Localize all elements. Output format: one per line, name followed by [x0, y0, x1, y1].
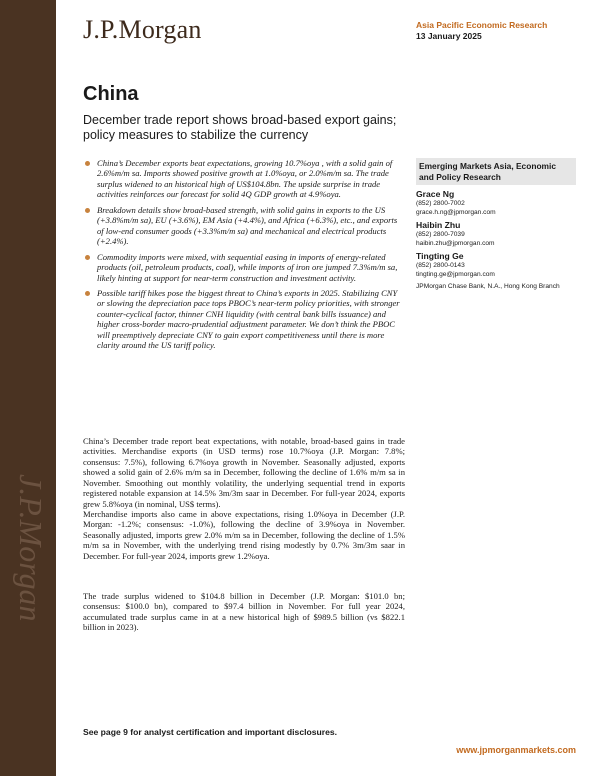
svg-text:J.P.Morgan: J.P.Morgan [13, 474, 49, 622]
analyst-contact [416, 251, 576, 279]
body-paragraph-exports: China’s December trade report beat expectations, with notable, broad-based gains in trade activities. Merchandise exports (in USD terms) rose 10.7%oya (J.P. Morgan: 7.8%; consensus: 7.5%), following 6.7%oya growth in November. Seasonally adjusted, exports showed a solid gain of 2.6% m/m sa in December, following the decline of 1.6% m/m sa in November. Smoothing out monthly volatility, the underlying sequential trend in exports registered notable expansion at 14.5% 3m/3m saar in December. For full-year 2024, exports grew 5.8%oya (in nominal, US$ terms). [83, 436, 405, 509]
jpmorgan-logo: J.P.Morgan [83, 15, 202, 44]
analyst-email-link[interactable]: haibin.zhu@jpmorgan.com [416, 239, 495, 247]
analyst-name: Grace Ng [416, 189, 455, 199]
analyst-contact [416, 189, 576, 217]
jpmorgan-watermark-logo [6, 470, 54, 690]
key-point [83, 205, 405, 247]
bullet-icon [85, 255, 90, 260]
key-point-text: Possible tariff hikes pose the biggest threat to China’s exports in 2025. Stabilizing CNY or slowing the depreciation pace tops PBOC’s near-term policy priorities, with stronger counter-cyclical factor, thinner CNH liquidity (with central bank bills issuance) and higher cross-border macro-prudential adjustment parameter. We don’t think the PBOC will preemptively depreciate CNY to gain export competitiveness until there is more clarity around the US tariff policy. [97, 287, 400, 351]
analyst-contact [416, 220, 576, 248]
bullet-icon [85, 161, 90, 166]
analyst-phone: (852) 2800-7039 [416, 231, 465, 239]
page-title: China [83, 83, 139, 105]
team-name: Emerging Markets Asia, Economic and Policy Research [416, 158, 576, 185]
analyst-name: Haibin Zhu [416, 220, 461, 231]
report-header [416, 20, 547, 42]
analyst-phone: (852) 2800-7002 [416, 200, 465, 207]
disclosure-note: See page 9 for analyst certification and important disclosures. [83, 727, 338, 737]
key-point-text: Commodity imports were mixed, with sequential easing in imports of energy-related products (oil, petroleum products, coal), while imports of iron ore jumped 7.3%m/m sa, likely hinting at support for near-term construction and investment activity. [97, 251, 398, 283]
bullet-icon [85, 291, 90, 296]
body-paragraph-trade-surplus: The trade surplus widened to $104.8 billion in December (J.P. Morgan: $101.0 bn; consensus: $100.0 bn), compared to $97.4 billion in November. For full year 2024, accumulated trade surplus came in at a new historical high of $989.5 billion (vs $822.1 billion in 2023). [83, 591, 405, 633]
key-point-text: Breakdown details show broad-based strength, with solid gains in exports to the US (+3.8%m/m sa), EU (+3.6%), EM Asia (+4.4%), and Africa (+6.3%), etc., and exports of low-end consumer goods (+3.3%m/m sa) and mechanical and electrical products (+2.4%). [97, 204, 398, 247]
key-point-text: China’s December exports beat expectations, growing 10.7%oya , with a solid gain of 2.6%m/m sa. Imports showed positive growth at 1.0%oya, or 2.0%m/m sa. The trade surplus widened to an historical high of US$104.8bn. The upside surprise in trade activities reinforces our forecast for solid 4Q GDP growth at 4.9%oya. [97, 158, 393, 200]
analyst-panel [416, 158, 576, 291]
key-points-list [83, 158, 405, 356]
key-point [83, 252, 405, 283]
bullet-icon [85, 208, 90, 213]
analyst-email-link[interactable]: tingting.ge@jpmorgan.com [416, 270, 495, 278]
website-link[interactable]: www.jpmorganmarkets.com [456, 745, 576, 755]
research-series: Asia Pacific Economic Research [416, 20, 548, 30]
page-subtitle: December trade report shows broad-based export gains; policy measures to stabilize the currency [83, 113, 397, 142]
report-date: 13 January 2025 [416, 31, 482, 41]
key-point [83, 288, 405, 351]
analyst-email-link[interactable]: grace.h.ng@jpmorgan.com [416, 208, 496, 216]
branch-name: JPMorgan Chase Bank, N.A., Hong Kong Branch [416, 282, 560, 290]
brand-sidebar [0, 0, 56, 776]
body-paragraph-imports: Merchandise imports also came in above expectations, rising 1.0%oya in December (J.P. Morgan: -1.2%; consensus: -1.0%), following the decline of 3.9%oya in November. Seasonally adjusted, imports grew 2.0% m/m sa in December, following the decline of 1.5% m/m sa in November, with the underlying trend rising modestly by 0.7% 3m/3m saar in December. For full-year 2024, imports grew 1.2%oya. [83, 509, 405, 561]
analyst-name: Tingting Ge [416, 251, 464, 262]
analyst-phone: (852) 2800-0143 [416, 262, 465, 270]
key-point [83, 158, 405, 200]
